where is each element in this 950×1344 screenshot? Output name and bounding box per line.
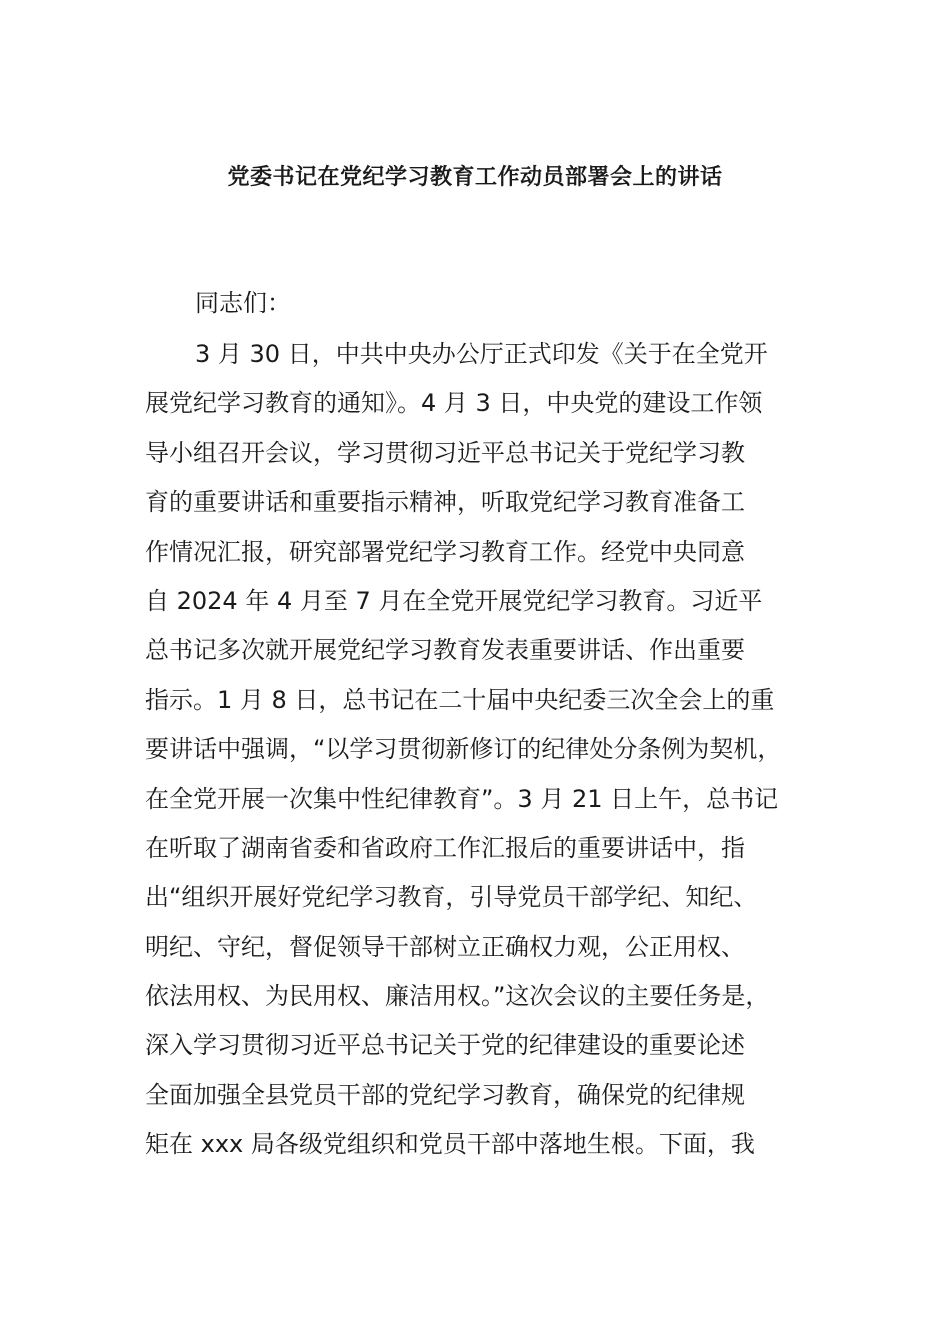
body-line: 全面加强全县党员干部的党纪学习教育，确保党的纪律规 xyxy=(145,1080,745,1109)
body-line: 矩在 xxx 局各级党组织和党员干部中落地生根。下面，我 xyxy=(145,1130,755,1159)
body-line: 自 2024 年 4 月至 7 月在全党开展党纪学习教育。习近平 xyxy=(145,586,763,615)
body-line: 深入学习贯彻习近平总书记关于党的纪律建设的重要论述 xyxy=(145,1031,745,1060)
body-line: 要讲话中强调，“以学习贯彻新修订的纪律处分条例为契机， xyxy=(145,735,782,764)
salutation: 同志们： xyxy=(195,289,291,317)
body-line: 总书记多次就开展党纪学习教育发表重要讲话、作出重要 xyxy=(145,636,745,665)
body-line: 明纪、守纪，督促领导干部树立正确权力观，公正用权、 xyxy=(145,932,745,961)
body-line: 3 月 30 日，中共中央办公厅正式印发《关于在全党开 xyxy=(195,340,768,368)
body-line: 育的重要讲话和重要指示精神，听取党纪学习教育准备工 xyxy=(145,488,745,517)
body-line: 导小组召开会议，学习贯彻习近平总书记关于党纪学习教 xyxy=(145,438,745,467)
body-line: 在全党开展一次集中性纪律教育”。3 月 21 日上午，总书记 xyxy=(145,784,779,813)
body-line: 展党纪学习教育的通知》。4 月 3 日，中央党的建设工作领 xyxy=(145,389,763,418)
body-line: 依法用权、为民用权、廉洁用权。”这次会议的主要任务是， xyxy=(145,982,770,1011)
body-line: 出“组织开展好党纪学习教育，引导党员干部学纪、知纪、 xyxy=(145,883,758,912)
body-paragraph xyxy=(145,336,845,1176)
body-line: 在听取了湖南省委和省政府工作汇报后的重要讲话中，指 xyxy=(145,833,745,862)
document-title: 党委书记在党纪学习教育工作动员部署会上的讲话 xyxy=(227,165,723,190)
body-line: 作情况汇报，研究部署党纪学习教育工作。经党中央同意 xyxy=(145,537,745,566)
body-line: 指示。1 月 8 日，总书记在二十届中央纪委三次全会上的重 xyxy=(145,685,775,714)
